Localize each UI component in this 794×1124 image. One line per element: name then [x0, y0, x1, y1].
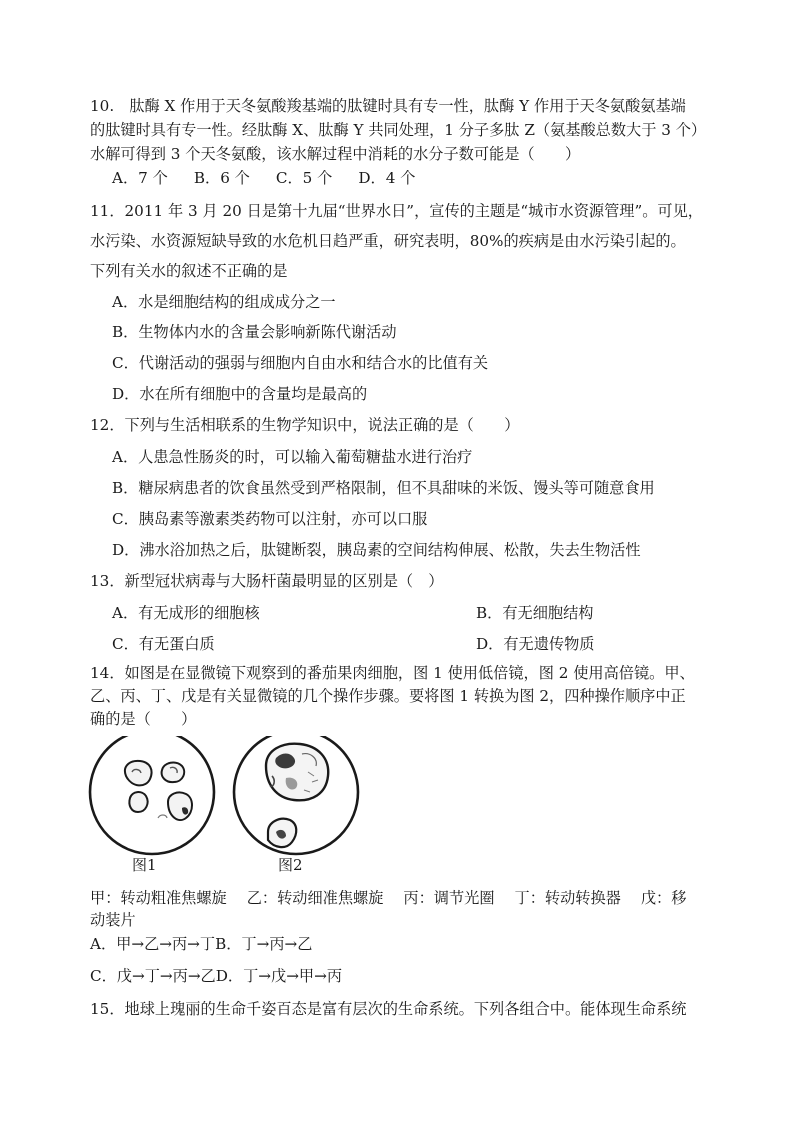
q10-options	[112, 168, 712, 188]
microscope-views-drawing	[86, 736, 376, 856]
q10-option-d[interactable]: D．4 个	[358, 169, 416, 187]
q14-steps-line1: 甲：转动粗准焦螺旋 乙：转动细准焦螺旋 丙：调节光圈 丁：转动转换器 戊：移	[90, 889, 687, 907]
q11-option-d[interactable]: D．水在所有细胞中的含量均是最高的	[112, 385, 368, 403]
q11-line3: 下列有关水的叙述不正确的是	[90, 262, 288, 280]
q13-option-c[interactable]: C．有无蛋白质	[112, 635, 215, 653]
figure1-low-power-view	[90, 736, 214, 854]
q14-options-cd[interactable]: C．戊→丁→丙→乙D．丁→戊→甲→丙	[90, 967, 343, 985]
q13-option-d[interactable]: D．有无遗传物质	[476, 635, 595, 653]
q11-option-a[interactable]: A．水是细胞结构的组成成分之一	[112, 293, 336, 311]
q12-line1: 12．下列与生活相联系的生物学知识中，说法正确的是（ ）	[90, 416, 520, 434]
figure2-high-power-view	[234, 736, 358, 854]
q13-option-a[interactable]: A．有无成形的细胞核	[112, 604, 260, 622]
q13-option-row1	[112, 603, 712, 623]
q11-line1: 11．2011 年 3 月 20 日是第十九届“世界水日”，宣传的主题是“城市水资源管理”。可见，	[90, 202, 703, 220]
q12-option-c[interactable]: C．胰岛素等激素类药物可以注射，亦可以口服	[112, 510, 428, 528]
q10-line1: 10. 肽酶 X 作用于天冬氨酸羧基端的肽键时具有专一性，肽酶 Y 作用于天冬氨酸氨基端	[90, 97, 686, 115]
q14-steps-line2: 动装片	[90, 911, 136, 929]
q11-option-c[interactable]: C．代谢活动的强弱与细胞内自由水和结合水的比值有关	[112, 354, 489, 372]
q10-option-a[interactable]: A．7 个	[112, 169, 168, 187]
q12-option-d[interactable]: D．沸水浴加热之后，肽键断裂，胰岛素的空间结构伸展、松散，失去生物活性	[112, 541, 641, 559]
microscope-figure	[86, 736, 376, 876]
q10-option-c[interactable]: C．5 个	[275, 169, 333, 187]
q12-option-b[interactable]: B．糖尿病患者的饮食虽然受到严格限制，但不具甜味的米饭、馒头等可随意食用	[112, 479, 655, 497]
q10-line3: 水解可得到 3 个天冬氨酸，该水解过程中消耗的水分子数可能是（ ）	[90, 145, 581, 163]
q14-line1: 14．如图是在显微镜下观察到的番茄果肉细胞，图 1 使用低倍镜，图 2 使用高倍镜。甲、	[90, 664, 695, 682]
q11-line2: 水污染、水资源短缺导致的水危机日趋严重，研究表明，80%的疾病是由水污染引起的。	[90, 232, 686, 250]
figure1-caption: 图1	[132, 856, 157, 874]
q15-line1: 15．地球上瑰丽的生命千姿百态是富有层次的生命系统。下列各组合中。能体现生命系统	[90, 1000, 687, 1018]
q11-option-b[interactable]: B．生物体内水的含量会影响新陈代谢活动	[112, 323, 397, 341]
q10-line2: 的肽键时具有专一性。经肽酶 X、肽酶 Y 共同处理，1 分子多肽 Z（氨基酸总数大于 3 个）	[90, 121, 707, 139]
q14-line3: 确的是（ ）	[90, 710, 197, 728]
q13-line1: 13．新型冠状病毒与大肠杆菌最明显的区别是（ ）	[90, 572, 444, 590]
q13-option-b[interactable]: B．有无细胞结构	[476, 604, 594, 622]
q13-option-row2	[112, 634, 712, 654]
q12-option-a[interactable]: A．人患急性肠炎的时，可以输入葡萄糖盐水进行治疗	[112, 448, 473, 466]
q14-line2: 乙、丙、丁、戊是有关显微镜的几个操作步骤。要将图 1 转换为图 2，四种操作顺序中正	[90, 687, 686, 705]
figure2-caption: 图2	[278, 856, 303, 874]
q14-options-ab[interactable]: A．甲→乙→丙→丁B．丁→丙→乙	[90, 935, 313, 953]
q10-option-b[interactable]: B．6 个	[193, 169, 250, 187]
